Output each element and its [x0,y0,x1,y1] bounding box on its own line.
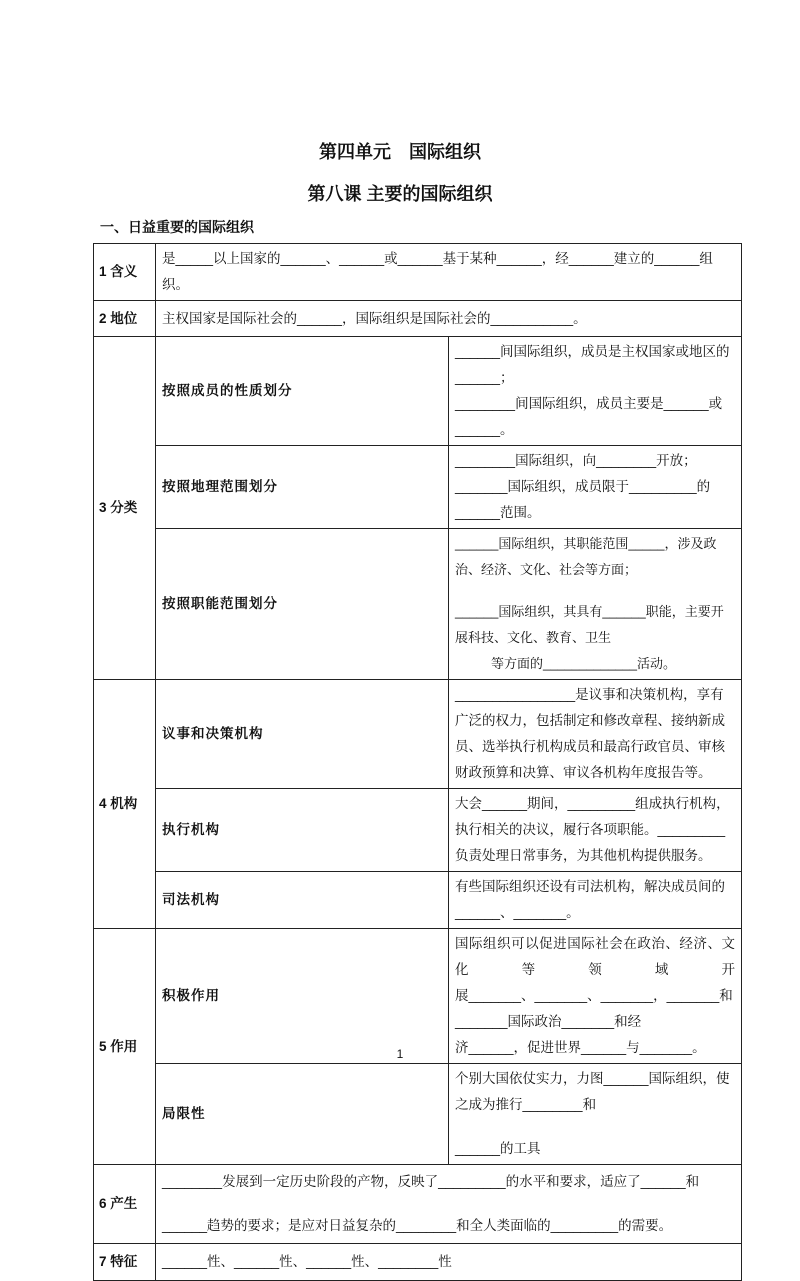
table-row-sub [94,872,742,929]
text-line: ______国际组织，其具有______职能，主要开展科技、文化、教育、卫生 [455,604,724,645]
row-label: 7 特征 [94,1244,156,1281]
table-row-role [94,929,742,1064]
table-row-sub [94,789,742,872]
page-number: 1 [396,1047,404,1061]
table-row-sub [94,1064,742,1165]
row-content: ______性、______性、______性、________性 [156,1244,742,1281]
sub-content [449,929,742,1064]
worksheet-table [93,243,742,1281]
table-row-sub [94,446,742,529]
sub-label: 司法机构 [156,872,449,929]
table-row-meaning [94,244,742,301]
row-content: 是_____以上国家的______、______或______基于某种______，经______建立的______组织。 [156,244,742,301]
sub-label: 按照地理范围划分 [156,446,449,529]
sub-content: ________________是议事和决策机构，享有广泛的权力，包括制定和修改章程、接纳新成员、选举执行机构成员和最高行政官员、审核财政预算和决算、审议各机构年度报告等。 [449,680,742,789]
text-line: 展_______、_______、_______，_______和_______国际政治_______和经 [455,988,733,1029]
table-row-sub [94,529,742,680]
sub-label: 议事和决策机构 [156,680,449,789]
lesson-title: 第八课 主要的国际组织 [307,184,493,204]
row-label: 4 机构 [94,680,156,929]
text-line: ______间国际组织，成员是主权国家或地区的______； [455,344,730,385]
sub-content [449,446,742,529]
sub-label: 积极作用 [156,929,449,1064]
text-line: 济______，促进世界______与_______。 [455,1040,706,1055]
row-label: 2 地位 [94,301,156,337]
row-label: 5 作用 [94,929,156,1165]
table-row-status [94,301,742,337]
table-row-classification [94,337,742,446]
text-line: ______趋势的要求；是应对日益复杂的________和全人类面临的_________的需要。 [162,1218,673,1233]
table-row-origin [94,1165,742,1244]
sub-content: 有些国际组织还设有司法机构，解决成员间的______、_______。 [449,872,742,929]
sub-label: 执行机构 [156,789,449,872]
text-line: ______的工具 [455,1141,541,1156]
text-line: ________国际组织，向________开放； [455,453,697,468]
table-row-features [94,1244,742,1281]
text-line: ________间国际组织，成员主要是______或______。 [455,396,723,437]
row-content [156,1165,742,1244]
text-line: 国际组织可以促进国际社会在政治、经济、文化等领域开 [455,936,735,977]
sub-content [449,337,742,446]
row-label: 1 含义 [94,244,156,301]
text-line: _______国际组织，成员限于_________的______范围。 [455,479,711,520]
sub-label: 局限性 [156,1064,449,1165]
row-label: 3 分类 [94,337,156,680]
text-line: 个别大国依仗实力，力图______国际组织，使之成为推行________和 [455,1071,730,1112]
unit-title: 第四单元 国际组织 [319,142,481,162]
sub-label: 按照职能范围划分 [156,529,449,680]
section-title: 一、日益重要的国际组织 [100,219,254,235]
sub-content: 大会______期间，_________组成执行机构，执行相关的决议，履行各项职能。_________负责处理日常事务，为其他机构提供服务。 [449,789,742,872]
sub-label: 按照成员的性质划分 [156,337,449,446]
row-content: 主权国家是国际社会的______，国际组织是国际社会的___________。 [156,301,742,337]
row-label: 6 产生 [94,1165,156,1244]
sub-content [449,529,742,680]
text-line: ______国际组织，其职能范围_____，涉及政治、经济、文化、社会等方面； [455,536,717,577]
text-line: 等方面的_____________活动。 [491,656,676,671]
sub-content [449,1064,742,1165]
text-line: ________发展到一定历史阶段的产物，反映了_________的水平和要求，适应了______和 [162,1174,700,1189]
table-row-institutions [94,680,742,789]
